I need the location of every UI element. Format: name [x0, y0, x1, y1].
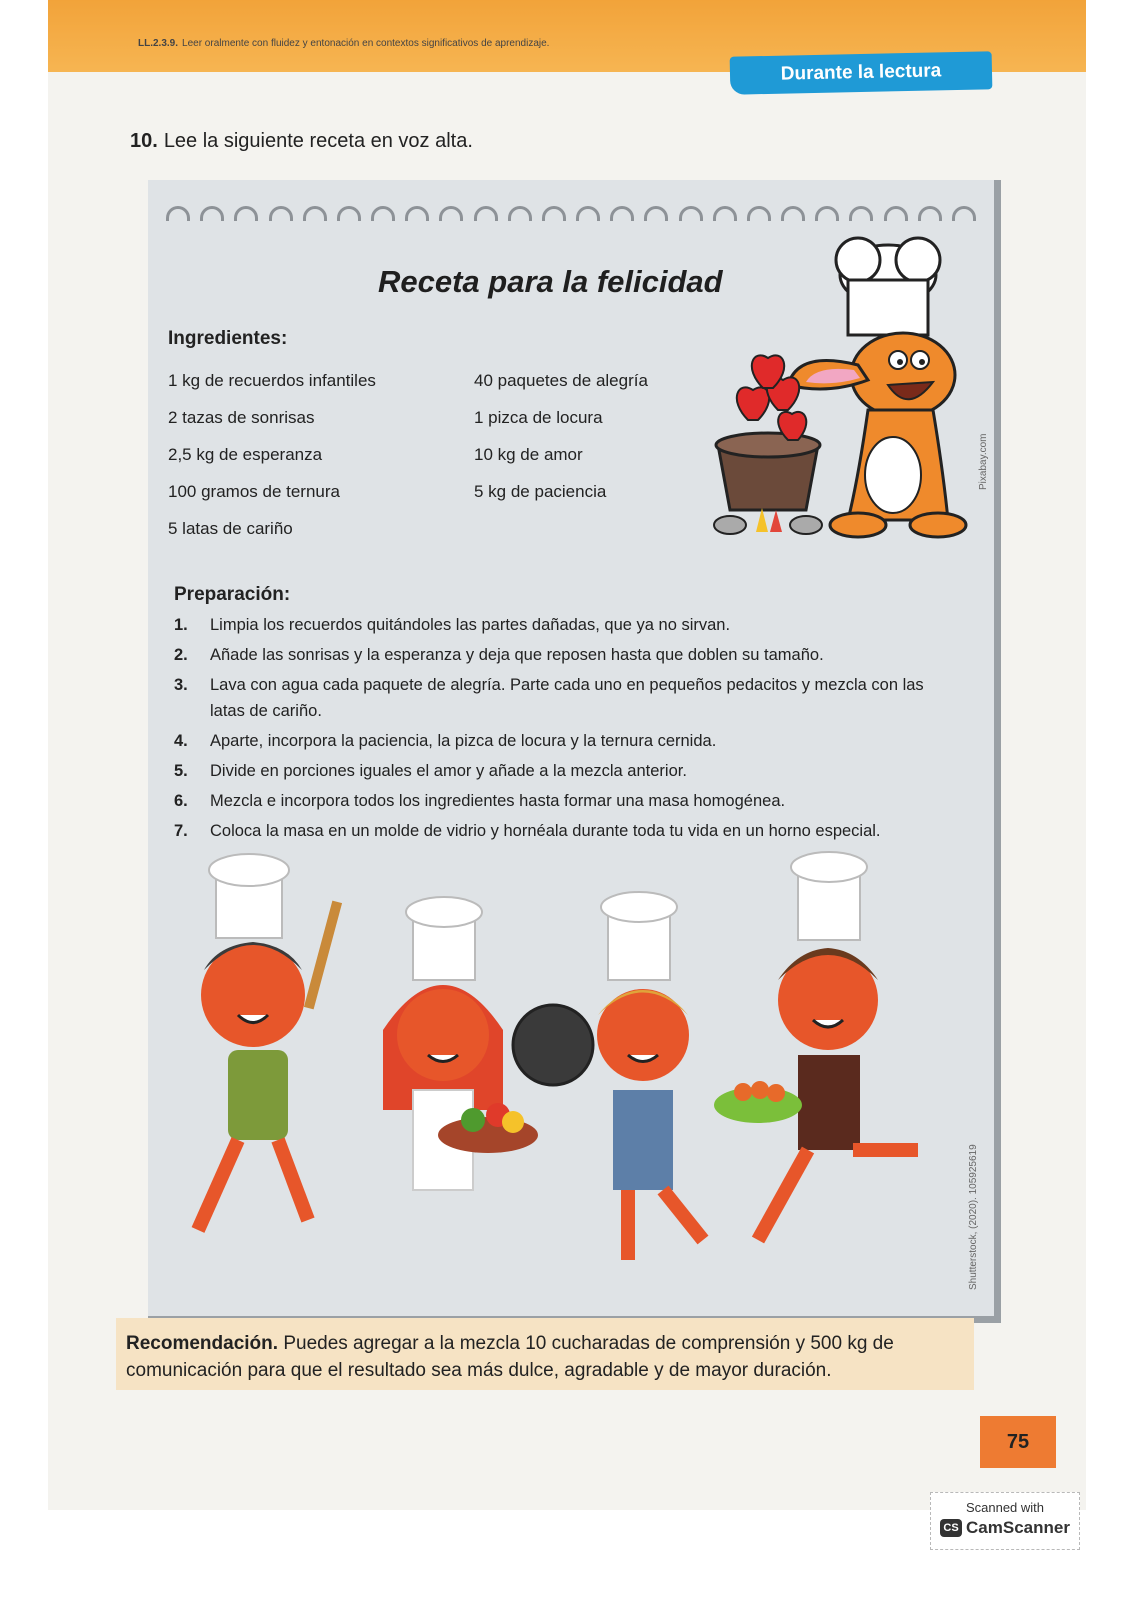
step-item	[174, 758, 934, 784]
step-text: Coloca la masa en un molde de vidrio y hornéala durante toda tu vida en un horno especial.	[210, 822, 881, 840]
activity-instruction	[130, 130, 473, 153]
preparation-heading: Preparación:	[174, 584, 291, 605]
kid-chef-4	[714, 852, 918, 1240]
recipe-notebook	[148, 180, 1001, 1323]
ingredient-item: 2,5 kg de esperanza	[168, 445, 323, 464]
camscanner-watermark	[930, 1492, 1080, 1550]
step-number: 1.	[174, 616, 188, 634]
objective-code: LL.2.3.9.	[138, 38, 179, 49]
scanned-with-text: Scanned with	[965, 1500, 1045, 1515]
page-number: 75	[980, 1416, 1056, 1468]
recipe-title: Receta para la felicidad	[378, 264, 723, 299]
recommendation-label: Recomendación.	[126, 1333, 279, 1354]
step-text: Mezcla e incorpora todos los ingredientes hasta formar una masa homogénea.	[210, 792, 786, 810]
ingredient-item: 1 pizca de locura	[474, 408, 603, 427]
step-item	[174, 728, 934, 754]
ingredient-item: 100 gramos de ternura	[168, 482, 340, 501]
ingredients-left-list	[168, 362, 376, 547]
image-credit-bottom: Shutterstock, (2020). 105925619	[968, 1144, 979, 1290]
camscanner-name: CamScanner	[966, 1518, 1070, 1537]
step-item	[174, 612, 934, 638]
ingredient-item: 5 kg de paciencia	[474, 482, 607, 501]
learning-objective	[138, 38, 549, 49]
ingredients-right-list	[474, 362, 648, 510]
rabbit-chef-illustration	[708, 220, 998, 550]
step-number: 7.	[174, 822, 188, 840]
section-tab: Durante la lectura	[730, 51, 993, 94]
step-text: Añade las sonrisas y la esperanza y deja que reposen hasta que doblen su tamaño.	[210, 646, 824, 664]
kid-chefs-illustration	[158, 850, 948, 1290]
ingredient-item: 5 latas de cariño	[168, 519, 293, 538]
step-text: Lava con agua cada paquete de alegría. Parte cada uno en pequeños pedacitos y mezcla con las latas de cariño.	[210, 676, 924, 720]
ingredient-item: 2 tazas de sonrisas	[168, 408, 315, 427]
ingredient-item: 40 paquetes de alegría	[474, 371, 648, 390]
step-number: 2.	[174, 646, 188, 664]
step-number: 3.	[174, 676, 188, 694]
camscanner-logo-icon: CS	[940, 1519, 962, 1537]
ingredient-item: 10 kg de amor	[474, 445, 583, 464]
activity-number: 10.	[130, 130, 158, 152]
activity-text: Lee la siguiente receta en voz alta.	[163, 130, 473, 152]
kid-chef-1	[198, 854, 342, 1230]
step-item	[174, 672, 934, 724]
step-number: 6.	[174, 792, 188, 810]
kid-chef-3	[513, 892, 703, 1260]
step-text: Limpia los recuerdos quitándoles las partes dañadas, que ya no sirvan.	[210, 616, 731, 634]
ingredients-heading: Ingredientes:	[168, 328, 288, 349]
step-item	[174, 788, 934, 814]
step-number: 4.	[174, 732, 188, 750]
ingredient-item: 1 kg de recuerdos infantiles	[168, 371, 376, 390]
objective-text: Leer oralmente con fluidez y entonación en contextos significativos de aprendizaje.	[182, 38, 550, 49]
step-item	[174, 642, 934, 668]
step-text: Aparte, incorpora la paciencia, la pizca de locura y la ternura cernida.	[210, 732, 717, 750]
recommendation-text: Puedes agregar a la mezcla 10 cucharadas de comprensión y 500 kg de comunicación para que el resultado sea más dulce, agradable y de mayor duración.	[126, 1333, 894, 1381]
image-credit-top: Pixabay.com	[978, 433, 989, 490]
step-item	[174, 818, 934, 844]
step-text: Divide en porciones iguales el amor y añade a la mezcla anterior.	[210, 762, 687, 780]
preparation-steps	[174, 612, 934, 848]
step-number: 5.	[174, 762, 188, 780]
recommendation-box	[116, 1318, 974, 1390]
